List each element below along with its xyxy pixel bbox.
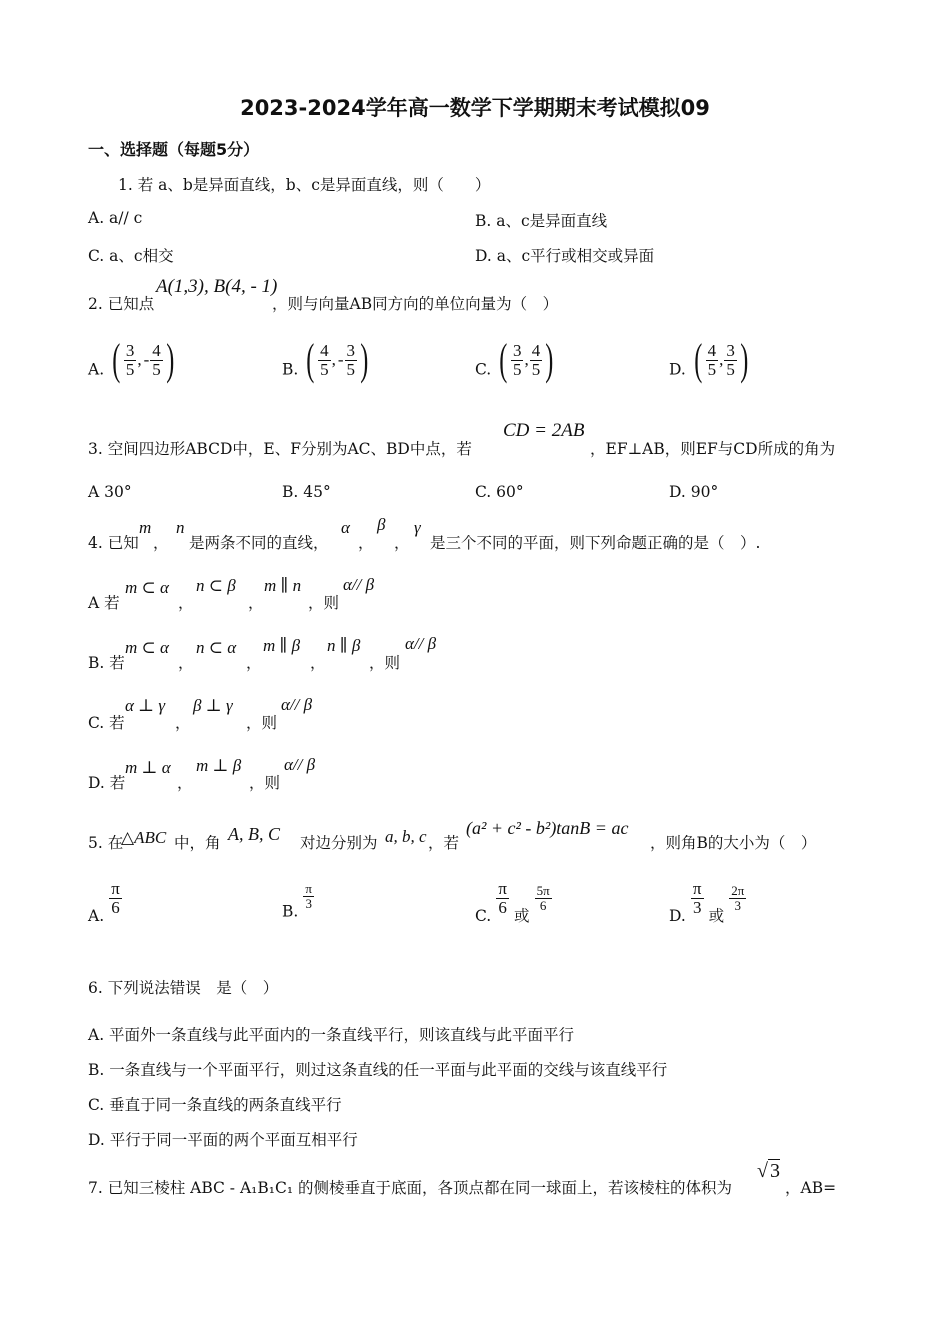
q4-d-then: ，则 — [249, 774, 281, 792]
fraction-denominator: 5 — [320, 359, 329, 379]
question-5-mid-2: 对边分别为 — [300, 834, 378, 852]
fraction-denominator: 5 — [531, 359, 541, 379]
right-paren: ) — [360, 335, 369, 384]
comma: ， — [178, 594, 194, 612]
question-3-equation: CD = 2AB — [503, 420, 585, 441]
sqrt-expression: √ 3 — [757, 1160, 780, 1182]
q1-option-b: B. a、c是异面直线 — [475, 212, 608, 230]
q4-b-cond-2: n ⊂ α — [196, 638, 237, 657]
q4-b-cond-3: m ∥ β — [263, 636, 301, 655]
question-2-points: A(1,3), B(4, - 1) — [156, 276, 278, 297]
comma: ， — [175, 714, 191, 732]
fraction-numerator: 4 — [531, 340, 541, 360]
symbol-beta: β — [377, 515, 386, 534]
q4-c-cond-1: α ⊥ γ — [125, 696, 166, 715]
option-label: A. — [88, 360, 105, 379]
q5-option-b — [282, 882, 314, 921]
question-3-suffix: ，EF⊥AB，则EF与CD所成的角为 — [590, 440, 836, 458]
comma: ， — [310, 654, 326, 672]
q4-a-cond-1: m ⊂ α — [125, 578, 169, 597]
left-paren: ( — [694, 335, 703, 384]
question-2-prefix: 2. 已知点 — [88, 295, 155, 313]
question-7-prefix: 7. 已知三棱柱 ABC - A₁B₁C₁ 的侧棱垂直于底面，各顶点都在同一球面上，若该棱柱的体积为 — [88, 1179, 732, 1197]
option-label: D. — [669, 360, 686, 379]
q4-a-cond-3: m ∥ n — [264, 576, 302, 595]
question-5-equation: (a² + c² - b²)tanB = ac — [466, 818, 629, 838]
fraction-denominator: 5 — [512, 359, 522, 379]
fraction-numerator: 3 — [512, 340, 522, 360]
minus-sign: - — [337, 350, 344, 369]
q2-option-d: D. ( $\frac{4}{5}$ , $\frac{3}{5}$ ) — [669, 335, 749, 384]
fraction-numerator: 5π — [536, 883, 550, 899]
q6-option-c: C. 垂直于同一条直线的两条直线平行 — [88, 1096, 342, 1114]
q4-a-then: ，则 — [308, 594, 340, 612]
question-2-suffix: ，则与向量AB同方向的单位向量为（ ） — [272, 295, 559, 313]
left-paren: ( — [112, 335, 121, 384]
left-paren: ( — [306, 335, 315, 384]
fraction-denominator: 5 — [707, 359, 717, 379]
comma: ， — [177, 774, 193, 792]
option-label: B. — [282, 902, 299, 921]
fraction-denominator: 5 — [726, 359, 735, 379]
q5-option-d — [669, 880, 746, 926]
question-4-mid: 是两条不同的直线， — [189, 534, 329, 552]
q6-option-a: A. 平面外一条直线与此平面内的一条直线平行，则该直线与此平面平行 — [88, 1026, 575, 1044]
fraction-denominator: 5 — [346, 359, 355, 379]
q3-option-a: A 30° — [88, 483, 132, 501]
fraction-denominator: 3 — [734, 897, 741, 913]
q4-c-result: α// β — [281, 695, 313, 714]
question-4-prefix: 4. 已知 — [88, 534, 139, 552]
q4-option-a-label: A 若 — [88, 594, 120, 612]
q2-option-a: A. ( $\frac{3}{5}$ , - $\frac{4}{5}$ ) — [88, 335, 175, 384]
fraction-denominator: 6 — [539, 897, 547, 913]
fraction-denominator: 6 — [498, 897, 507, 917]
question-7-suffix: ，AB= — [785, 1179, 837, 1197]
symbol-n: n — [176, 518, 185, 537]
or-word: 或 — [708, 906, 725, 925]
fraction-denominator: 6 — [111, 897, 120, 917]
fraction-numerator: 3 — [125, 340, 135, 360]
question-5-prefix: 5. 在 — [88, 834, 124, 852]
q4-option-c-label: C. 若 — [88, 714, 125, 732]
q2-option-b: B. ( $\frac{4}{5}$ , - $\frac{3}{5}$ ) — [282, 335, 369, 384]
or-word: 或 — [514, 906, 530, 925]
fraction-denominator: 5 — [125, 359, 135, 379]
q6-option-d: D. 平行于同一平面的两个平面互相平行 — [88, 1131, 358, 1149]
left-paren: ( — [499, 335, 508, 384]
comma: ， — [178, 654, 194, 672]
q1-option-c: C. a、c相交 — [88, 247, 174, 265]
right-paren: ) — [166, 335, 175, 384]
fraction-numerator: π — [692, 879, 702, 898]
q2-option-c: C. ( $\frac{3}{5}$ , $\frac{4}{5}$ ) — [475, 335, 554, 384]
q4-b-cond-4: n ∥ β — [327, 636, 361, 655]
question-5-sides: a, b, c — [385, 827, 427, 846]
comma: ， — [358, 534, 374, 552]
q4-c-cond-2: β ⊥ γ — [193, 696, 233, 715]
q4-b-result: α// β — [405, 634, 437, 653]
fraction-numerator: 3 — [726, 340, 735, 360]
q4-a-cond-2: n ⊂ β — [196, 576, 236, 595]
q3-option-b: B. 45° — [282, 483, 331, 501]
fraction-denominator: 5 — [152, 359, 161, 379]
q4-b-cond-1: m ⊂ α — [125, 638, 169, 657]
fraction-numerator: 2π — [731, 883, 745, 899]
q4-d-result: α// β — [284, 755, 316, 774]
q4-a-result: α// β — [343, 575, 375, 594]
option-label: C. — [475, 906, 492, 925]
symbol-alpha: α — [341, 518, 350, 537]
fraction-numerator: 4 — [152, 340, 161, 360]
fraction-numerator: 4 — [707, 340, 717, 360]
fraction-numerator: 4 — [320, 340, 329, 360]
option-label: D. — [669, 906, 686, 925]
q3-option-c: C. 60° — [475, 483, 524, 501]
option-label: C. — [475, 360, 492, 379]
q5-option-c — [475, 880, 552, 926]
fraction-denominator: 3 — [305, 895, 312, 911]
q4-option-d-label: D. 若 — [88, 774, 126, 792]
question-5-suffix: ，则角B的大小为（ ） — [650, 834, 817, 852]
q3-option-d: D. 90° — [669, 483, 719, 501]
question-5-mid-3: ，若 — [428, 834, 460, 852]
comma: ， — [246, 654, 262, 672]
question-4-suffix: 是三个不同的平面，则下列命题正确的是（ ）. — [430, 534, 761, 552]
fraction-numerator: π — [111, 879, 120, 898]
question-3-prefix: 3. 空间四边形ABCD中，E、F分别为AC、BD中点，若 — [88, 440, 472, 458]
question-1-stem: 1. 若 a、b是异面直线，b、c是异面直线，则（ ） — [118, 176, 491, 194]
q4-option-b-label: B. 若 — [88, 654, 125, 672]
q6-option-b: B. 一条直线与一个平面平行，则过这条直线的任一平面与此平面的交线与该直线平行 — [88, 1061, 668, 1079]
page-title: 2023-2024学年高一数学下学期期末考试模拟09 — [240, 96, 710, 120]
comma: ， — [394, 534, 410, 552]
q1-option-d: D. a、c平行或相交或异面 — [475, 247, 655, 265]
radicand: 3 — [769, 1160, 780, 1182]
comma: ， — [248, 594, 264, 612]
minus-sign: - — [143, 350, 150, 369]
symbol-gamma: γ — [414, 518, 421, 537]
fraction-denominator: 3 — [692, 897, 702, 917]
q4-c-then: ，则 — [246, 714, 278, 732]
q4-d-cond-1: m ⊥ α — [125, 758, 171, 777]
q1-option-a: A. a// c — [88, 209, 143, 227]
question-5-angles: A, B, C — [228, 824, 280, 844]
q4-b-then: ，则 — [369, 654, 401, 672]
comma: ， — [153, 534, 169, 552]
q4-d-cond-2: m ⊥ β — [196, 756, 242, 775]
section-heading: 一、选择题（每题5分） — [88, 140, 260, 159]
option-label: A. — [88, 906, 105, 925]
fraction-numerator: π — [305, 881, 312, 896]
q5-option-a — [88, 880, 122, 925]
question-6-stem: 6. 下列说法错误 是（ ） — [88, 979, 279, 997]
option-label: B. — [282, 360, 299, 379]
fraction-numerator: π — [498, 879, 507, 898]
right-paren: ) — [545, 335, 554, 384]
right-paren: ) — [740, 335, 749, 384]
question-5-triangle: △ABC — [121, 828, 167, 847]
fraction-numerator: 3 — [346, 340, 355, 360]
symbol-m: m — [139, 518, 152, 537]
question-5-mid-1: 中，角 — [174, 834, 221, 852]
